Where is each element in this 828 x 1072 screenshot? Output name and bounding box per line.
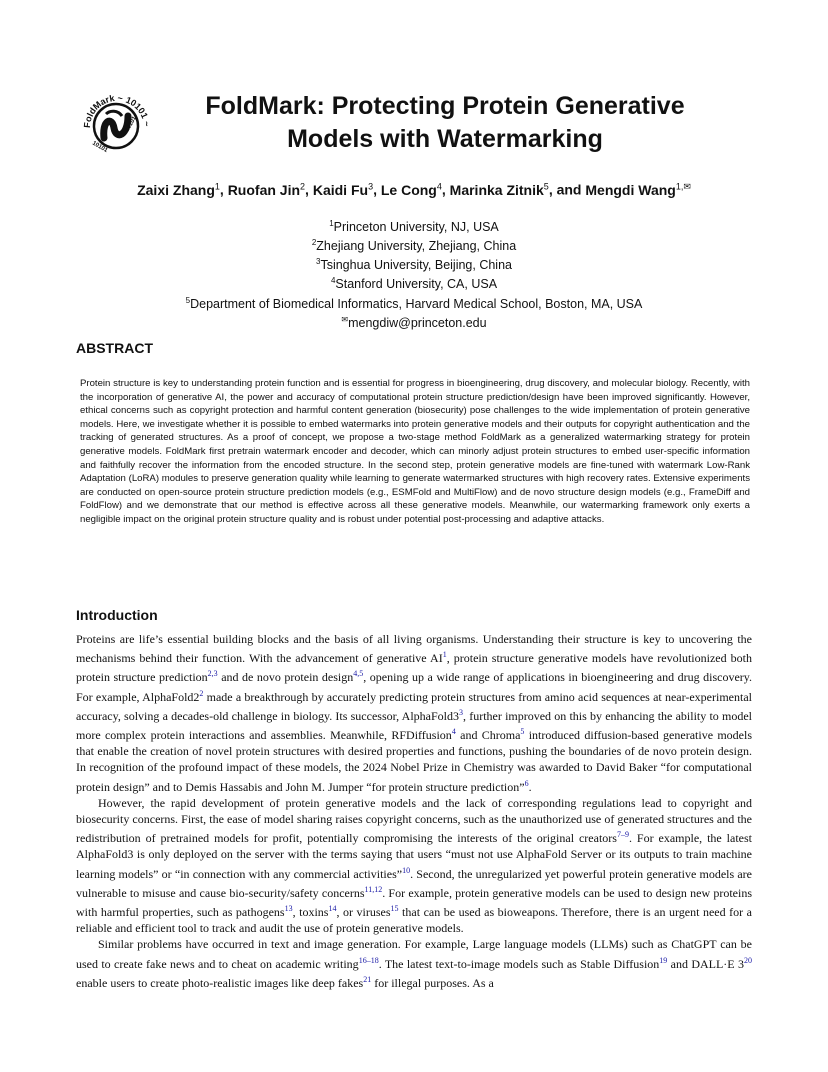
paragraph-text: enable users to create photo-realistic images like deep fakes bbox=[76, 975, 364, 990]
affiliation-mark: 2 bbox=[311, 238, 317, 248]
author-separator: , bbox=[373, 181, 381, 198]
affiliation-text: Stanford University, CA, USA bbox=[335, 277, 498, 292]
introduction-heading: Introduction bbox=[76, 607, 158, 623]
affiliation-text: mengdiw@princeton.edu bbox=[348, 315, 487, 330]
affiliation bbox=[40, 273, 788, 292]
affiliation bbox=[40, 235, 788, 254]
citation-link[interactable]: 20 bbox=[743, 955, 752, 965]
citation-link[interactable]: 6 bbox=[524, 778, 529, 788]
paragraph-text: However, the rapid development of protein generative models and the lack of corresponding regulations lead to copyright and biosecurity concerns. First, the ease of model sharing raises copyright concerns, such as the unauthorized use of generated structures and the redistribution of pretrained models for profit, potentially compromising the interests of the original creators bbox=[76, 795, 752, 846]
abstract-heading: ABSTRACT bbox=[76, 340, 153, 356]
affiliation bbox=[40, 312, 788, 331]
affiliation-text: Zhejiang University, Zhejiang, China bbox=[316, 239, 517, 254]
author-affiliation-mark: 5 bbox=[543, 181, 549, 191]
affiliation-mark: 3 bbox=[316, 257, 321, 267]
affiliation-text: Department of Biomedical Informatics, Harvard Medical School, Boston, MA, USA bbox=[190, 296, 643, 311]
paragraph-text: Similar problems have occurred in text and image generation. For example, Large language models (LLMs) such as ChatGPT can be used to create fake news and to cheat on academic writing bbox=[76, 937, 752, 971]
author-affiliation-mark: 1 bbox=[214, 181, 220, 191]
paragraph-text: . Second, the unregularized yet powerful protein generative models are vulnerable to misuse and cause bio-security/safety concerns bbox=[76, 866, 752, 900]
abstract-text: Protein structure is key to understanding protein function and is essential for progress in bioengineering, drug discovery, and molecular biology. Recently, with the incorporation of generative AI, the power and accuracy of computational protein structure prediction/design have been improved significantly. However, ethical concerns such as copyright protection and harmful content generation (biosecurity) pose challenges to the wide implementation of protein generative models. Here, we investigate whether it is possible to embed watermarks into protein generative models and their outputs for copyright authentication and the tracking of generated structures. As a proof of concept, we propose a two-stage method FoldMark as a generalized watermarking strategy for protein generative models. FoldMark first pretrain watermark encoder and decoder, which can minorly adjust protein structures to embed user-specific information and faithfully recover the information from the encoded structure. In the second step, protein generative models are fine-tuned with watermark Low-Rank Adaptation (LoRA) modules to preserve generation quality while learning to generate watermarked structures with high recovery rates. Extensive experiments are conducted on open-source protein structure prediction models (e.g., ESMFold and MultiFlow) and de novo structure design models (e.g., FrameDiff and FoldFlow) and we demonstrate that our method is effective across all these generative models. Meanwhile, our watermarking framework only exerts a negligible impact on the original protein structure quality and is robust under potential post-processing and adaptive attacks. bbox=[80, 378, 750, 525]
introduction-body bbox=[76, 631, 752, 991]
citation-link[interactable]: 7–9 bbox=[616, 830, 629, 840]
paragraph bbox=[76, 795, 752, 937]
citation-link[interactable]: 4,5 bbox=[353, 669, 364, 679]
paragraph-text: introduced diffusion-based generative models that enable the creation of novel protein structures with desired properties and functions, pushing the boundaries of de novo protein design. In recognition of the profound impact of these models, the 2024 Nobel Prize in Chemistry was awarded to David Baker “for computational protein design” and to Demis Hassabis and John M. Jumper “for protein structure prediction” bbox=[76, 728, 752, 794]
citation-link[interactable]: 3 bbox=[459, 707, 464, 717]
citation-link[interactable]: 2 bbox=[199, 688, 204, 698]
author-list bbox=[40, 177, 788, 199]
citation-link[interactable]: 1 bbox=[442, 650, 447, 660]
affiliation-text: Tsinghua University, Beijing, China bbox=[320, 258, 512, 273]
citation-link[interactable]: 15 bbox=[390, 904, 399, 914]
arxiv-stamp bbox=[12, 287, 52, 675]
citation-link[interactable]: 11,12 bbox=[364, 884, 383, 894]
author-separator: , bbox=[441, 181, 450, 198]
paragraph-text: , or viruses bbox=[336, 905, 391, 920]
citation-link[interactable]: 13 bbox=[284, 904, 293, 914]
affiliation-mark: 1 bbox=[329, 219, 334, 228]
paragraph-text: Proteins are life’s essential building blocks and the basis of all living organisms. Understanding their structure is key to uncovering the mechanisms behind their function. With the advancement of generative AI bbox=[76, 632, 752, 666]
affiliation-mark: 4 bbox=[330, 276, 336, 286]
foldmark-logo bbox=[78, 86, 154, 162]
paragraph-text: and Chroma bbox=[455, 728, 521, 743]
citation-link[interactable]: 10 bbox=[402, 865, 411, 875]
author-separator: , bbox=[219, 181, 228, 198]
paragraph-text: made a breakthrough by accurately predicting protein structures from amino acid sequences at near-experimental accuracy, solving a decades-old challenge in biology. Its successor, AlphaFold3 bbox=[76, 689, 752, 723]
paragraph-text: . For example, protein generative models can be used to design new proteins with harmful properties, such as pathogens bbox=[76, 885, 753, 920]
author-affiliation-mark: 3 bbox=[368, 181, 374, 191]
affiliation-mark: 5 bbox=[185, 295, 191, 305]
affiliation-list bbox=[40, 216, 788, 331]
paragraph-text: that can be used as bioweapons. Therefore, there is an urgent need for a reliable and efficient tool to track and audit the use of protein generative models. bbox=[76, 905, 753, 936]
svg-text:10101: 10101 bbox=[91, 140, 109, 155]
author: Mengdi Wang$^{1,✉}$ bbox=[585, 181, 691, 198]
paragraph-text: , protein structure generative models have revolutionized both protein structure prediction bbox=[76, 651, 753, 685]
paragraph-text: . bbox=[528, 779, 532, 794]
author-affiliation-mark: 4 bbox=[436, 181, 442, 191]
paragraph bbox=[76, 936, 752, 991]
paragraph-text: , opening up a wide range of applications in bioengineering and drug discovery. For example, AlphaFold2 bbox=[76, 670, 752, 704]
affiliation-mark: ✉ bbox=[341, 314, 349, 324]
paragraph-text: . The latest text-to-image models such as Stable Diffusion bbox=[378, 956, 660, 971]
paragraph-text: , toxins bbox=[292, 905, 329, 920]
citation-link[interactable]: 5 bbox=[520, 727, 525, 737]
citation-link[interactable]: 2,3 bbox=[207, 669, 218, 679]
author-separator: , bbox=[305, 181, 313, 198]
affiliation bbox=[40, 254, 788, 273]
author: Ruofan Jin$^2$ bbox=[227, 181, 306, 198]
paragraph-text: and DALL·E 3 bbox=[667, 956, 744, 971]
paragraph-text: for illegal purposes. As a bbox=[371, 975, 494, 990]
paragraph-text: , further improved on this by enhancing the ability to model more complex protein interactions and assemblies. Meanwhile, RFDiffusion bbox=[76, 708, 752, 743]
author-affiliation-mark: 2 bbox=[300, 181, 306, 191]
author-separator: , and bbox=[548, 181, 586, 198]
affiliation bbox=[40, 293, 788, 312]
author: Kaidi Fu$^3$ bbox=[312, 181, 374, 198]
affiliation-text: Princeton University, NJ, USA bbox=[333, 220, 499, 235]
affiliation bbox=[40, 216, 788, 235]
title-line-2: Models with Watermarking bbox=[287, 125, 603, 153]
paragraph-text: and de novo protein design bbox=[217, 670, 354, 685]
citation-link[interactable]: 19 bbox=[659, 955, 668, 965]
foldmark-logo-graphic bbox=[78, 86, 154, 162]
svg-text:FoldMark ~ 10101 ~: FoldMark ~ 10101 ~ bbox=[81, 92, 153, 129]
paragraph-text: . For example, the latest AlphaFold3 is only deployed on the server with the terms saying that users “must not use AlphaFold Server or its outputs to train machine learning models” or “in connection with any commercial activities” bbox=[76, 831, 752, 881]
svg-text:10101: 10101 bbox=[124, 115, 139, 133]
author-affiliation-mark: 1,✉ bbox=[675, 181, 691, 191]
paragraph bbox=[76, 631, 752, 795]
citation-link[interactable]: 16–18 bbox=[358, 955, 379, 965]
citation-link[interactable]: 14 bbox=[328, 904, 337, 914]
citation-link[interactable]: 4 bbox=[451, 727, 456, 737]
author: Marinka Zitnik$^5$ bbox=[449, 181, 549, 198]
title-line-1: FoldMark: Protecting Protein Generative bbox=[205, 92, 685, 120]
author: Zaixi Zhang$^1$ bbox=[137, 181, 220, 198]
author: Le Cong$^4$ bbox=[380, 181, 442, 198]
paper-title bbox=[160, 90, 730, 156]
citation-link[interactable]: 21 bbox=[363, 974, 372, 984]
